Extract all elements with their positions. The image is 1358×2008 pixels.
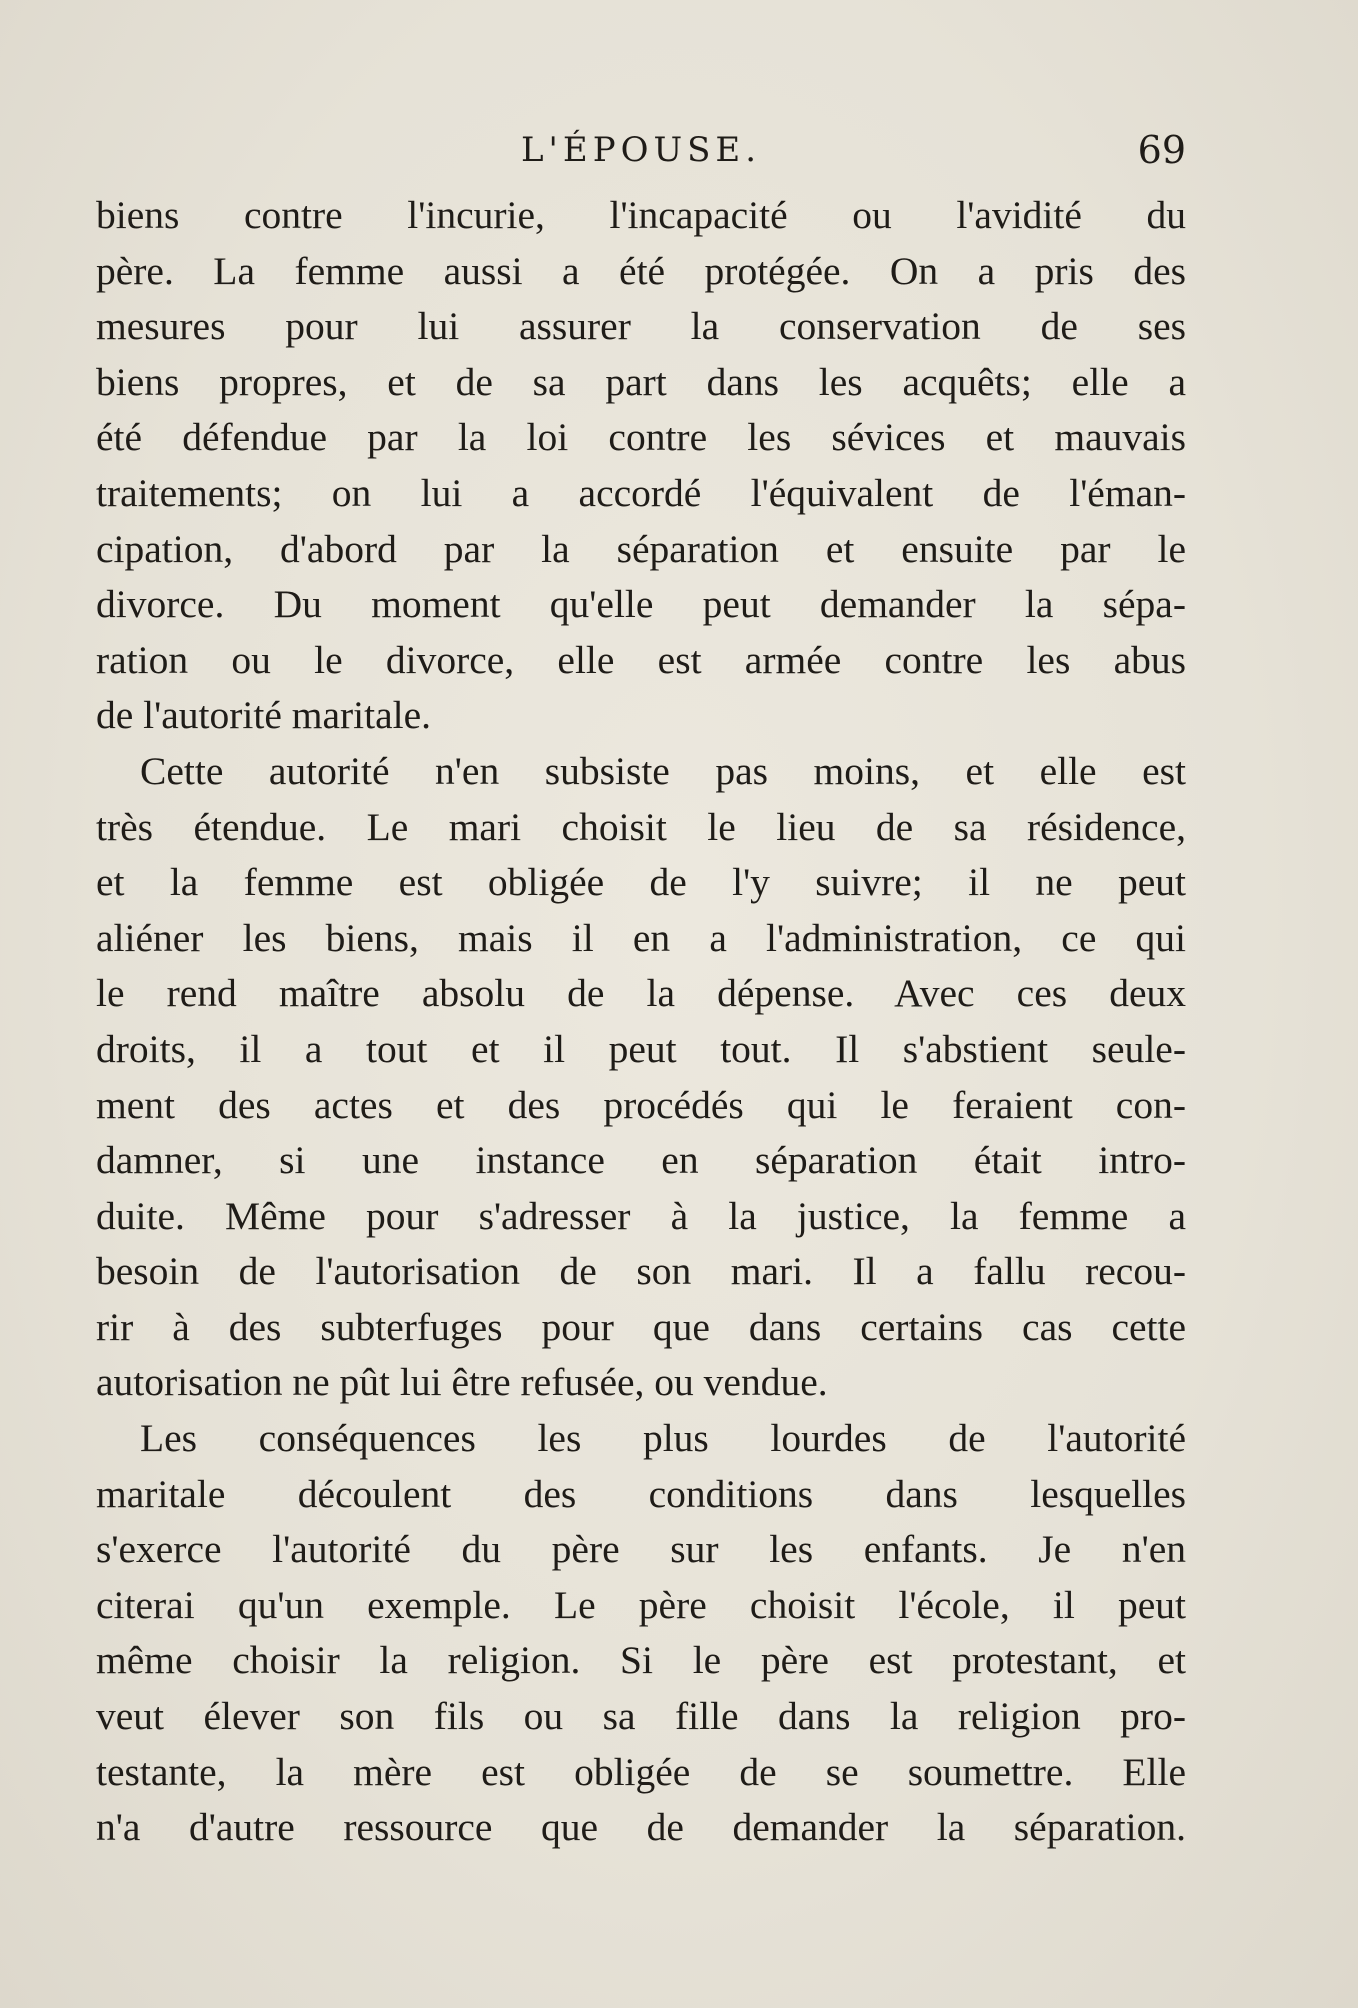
text-line: besoin de l'autorisation de son mari. Il a fallu recou- xyxy=(96,1249,1186,1294)
text-line: été défendue par la loi contre les sévices et mauvais xyxy=(96,415,1186,460)
text-line: ment des actes et des procédés qui le feraient con- xyxy=(96,1082,1186,1127)
page-number: 69 xyxy=(1137,128,1186,172)
text-line: de l'autorité maritale. xyxy=(96,693,432,738)
text-line: Cette autorité n'en subsiste pas moins, et elle est xyxy=(140,748,1186,793)
text-line: le rend maître absolu de la dépense. Avec ces deux xyxy=(96,971,1186,1016)
running-title: L'ÉPOUSE. xyxy=(520,130,762,170)
text-line: autorisation ne pût lui être refusée, ou vendue. xyxy=(96,1360,828,1405)
text-line: testante, la mère est obligée de se soumettre. Elle xyxy=(96,1749,1186,1794)
text-line: mesures pour lui assurer la conservation de ses xyxy=(96,304,1186,349)
paragraph-2 xyxy=(96,744,1186,1411)
text-line: même choisir la religion. Si le père est protestant, et xyxy=(96,1638,1186,1683)
text-line: biens propres, et de sa part dans les acquêts; elle a xyxy=(96,359,1186,404)
text-line: rir à des subterfuges pour que dans certains cas cette xyxy=(96,1304,1186,1349)
text-line: très étendue. Le mari choisit le lieu de sa résidence, xyxy=(96,804,1186,849)
text-line: veut élever son fils ou sa fille dans la religion pro- xyxy=(96,1694,1186,1739)
paragraph-3 xyxy=(96,1411,1186,1856)
text-line: citerai qu'un exemple. Le père choisit l'école, il peut xyxy=(96,1582,1186,1627)
text-line: cipation, d'abord par la séparation et ensuite par le xyxy=(96,526,1186,571)
text-line: biens contre l'incurie, l'incapacité ou l'avidité du xyxy=(96,193,1186,237)
text-line: duite. Même pour s'adresser à la justice, la femme a xyxy=(96,1193,1186,1238)
text-line: n'a d'autre ressource que de demander la séparation. xyxy=(96,1805,1186,1850)
text-line: divorce. Du moment qu'elle peut demander la sépa- xyxy=(96,582,1186,627)
text-line: s'exerce l'autorité du père sur les enfants. Je n'en xyxy=(96,1527,1186,1572)
text-line: droits, il a tout et il peut tout. Il s'abstient seule- xyxy=(96,1026,1186,1071)
text-line: et la femme est obligée de l'y suivre; il ne peut xyxy=(96,860,1186,905)
text-line: Les conséquences les plus lourdes de l'autorité xyxy=(140,1416,1186,1461)
text-line: traitements; on lui a accordé l'équivalent de l'éman- xyxy=(96,470,1186,515)
text-line: maritale découlent des conditions dans lesquelles xyxy=(96,1471,1186,1516)
text-line: ration ou le divorce, elle est armée contre les abus xyxy=(96,637,1186,682)
text-line: père. La femme aussi a été protégée. On a pris des xyxy=(96,248,1186,293)
paragraph-1 xyxy=(96,188,1186,744)
text-line: damner, si une instance en séparation était intro- xyxy=(96,1138,1186,1183)
running-head xyxy=(96,128,1186,188)
text-line: aliéner les biens, mais il en a l'administration, ce qui xyxy=(96,915,1186,960)
body-text xyxy=(96,188,1186,1856)
